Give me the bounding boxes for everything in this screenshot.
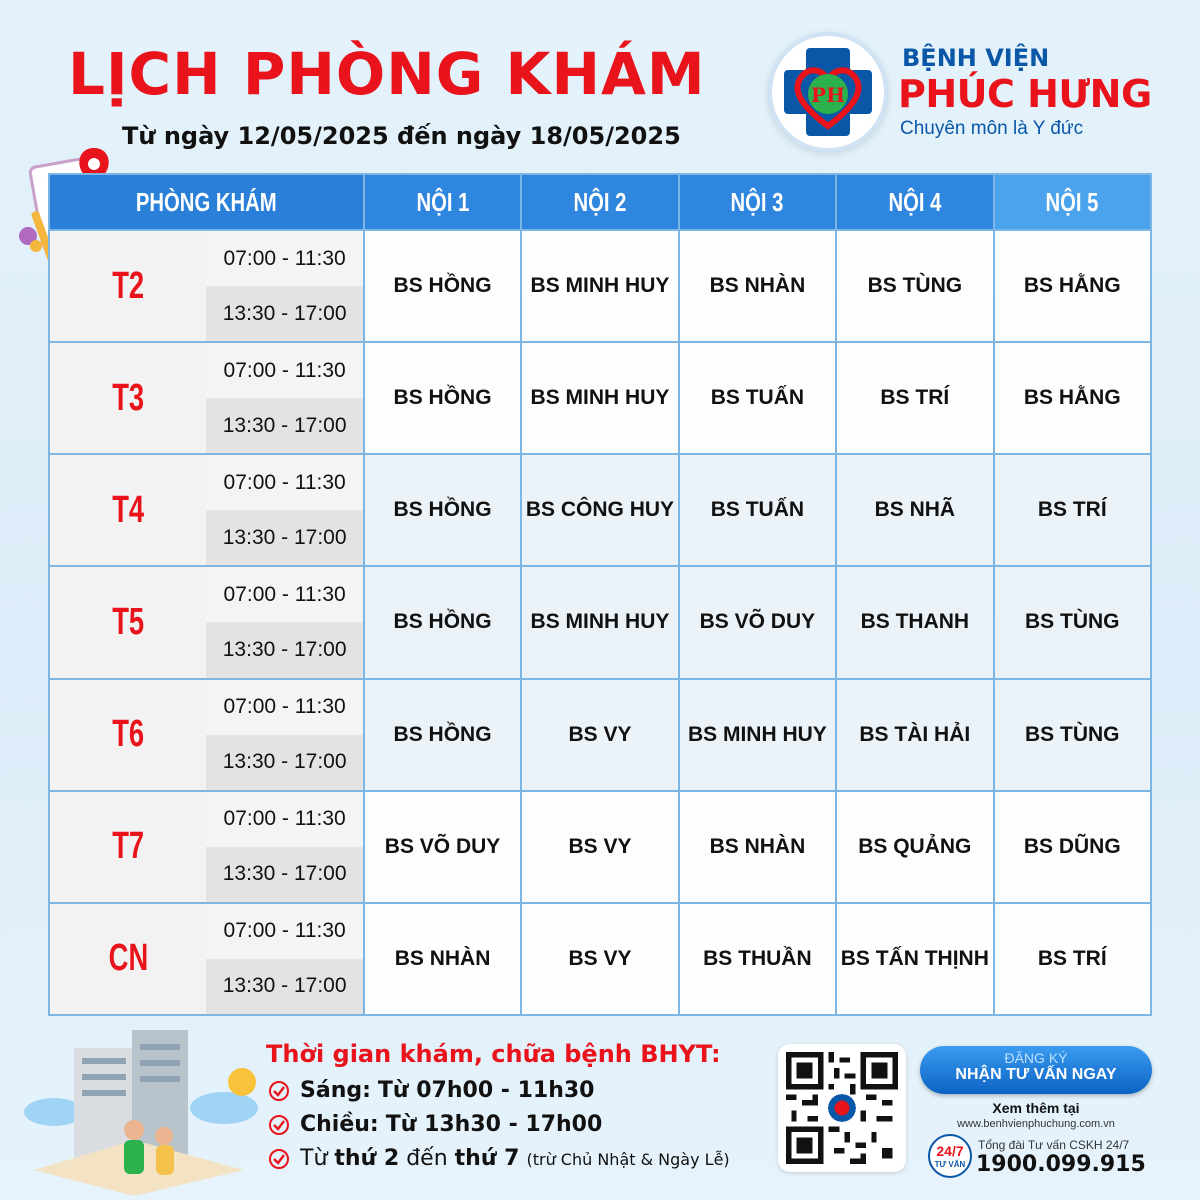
doctor-cell: BS HỒNG [364,454,521,566]
doctor-cell: BS HỒNG [364,230,521,342]
doctor-cell: BS NHÀN [364,903,521,1015]
day-label: T5 [49,566,206,678]
doctor-cell: BS TÙNG [836,230,993,342]
day-row-t6 [49,679,1151,791]
doctor-cell: BS VY [521,903,678,1015]
header-row [49,174,1151,230]
afternoon-hours: Chiều: Từ 13h30 - 17h00 [268,1112,602,1137]
morning-slot: 07:00 - 11:30 [206,567,362,622]
day-row-t7 [49,791,1151,903]
doctor-cell: BS NHÀN [679,791,836,903]
page-title: LỊCH PHÒNG KHÁM [68,40,706,108]
corner-header: PHÒNG KHÁM [49,174,364,230]
bhyt-title: Thời gian khám, chữa bệnh BHYT: [266,1040,721,1068]
doctor-cell: BS TẤN THỊNH [836,903,993,1015]
morning-slot: 07:00 - 11:30 [206,680,362,735]
room-header: NỘI 3 [679,174,836,230]
afternoon-slot: 13:30 - 17:00 [206,398,362,453]
doctor-cell: BS TÙNG [994,566,1151,678]
doctor-cell: BS VÕ DUY [364,791,521,903]
check-icon [268,1080,290,1102]
day-label: CN [49,903,206,1015]
cta-main-label: NHẬN TƯ VẤN NGAY [955,1066,1117,1083]
doctor-cell: BS HỒNG [364,566,521,678]
day-row-t3 [49,342,1151,454]
doctor-cell: BS HẰNG [994,342,1151,454]
day-label: T4 [49,454,206,566]
doctor-cell: BS THANH [836,566,993,678]
room-header: NỘI 1 [364,174,521,230]
room-header: NỘI 5 [994,174,1151,230]
morning-slot: 07:00 - 11:30 [206,792,362,847]
doctor-cell: BS HỒNG [364,342,521,454]
doctor-cell: BS TRÍ [836,342,993,454]
doctor-cell: BS DŨNG [994,791,1151,903]
hotline-number[interactable]: 1900.099.915 [976,1152,1146,1177]
doctor-cell: BS TUẤN [679,454,836,566]
morning-slot: 07:00 - 11:30 [206,231,362,286]
doctor-cell: BS TRÍ [994,903,1151,1015]
time-slots [206,342,363,454]
doctor-cell: BS VY [521,679,678,791]
doctor-cell: BS TUẤN [679,342,836,454]
doctor-cell: BS TRÍ [994,454,1151,566]
doctor-cell: BS MINH HUY [521,342,678,454]
afternoon-slot: 13:30 - 17:00 [206,959,362,1014]
schedule-table [48,173,1152,1016]
doctor-cell: BS MINH HUY [679,679,836,791]
room-header: NỘI 4 [836,174,993,230]
time-slots [206,679,363,791]
afternoon-slot: 13:30 - 17:00 [206,847,362,902]
time-slots [206,230,363,342]
check-icon [268,1148,290,1170]
qr-code[interactable] [778,1044,906,1172]
doctor-cell: BS THUẦN [679,903,836,1015]
day-row-t2 [49,230,1151,342]
afternoon-slot: 13:30 - 17:00 [206,622,362,677]
day-label: T3 [49,342,206,454]
time-slots [206,791,363,903]
doctor-cell: BS HẰNG [994,230,1151,342]
room-header: NỘI 2 [521,174,678,230]
afternoon-slot: 13:30 - 17:00 [206,286,362,341]
doctor-cell: BS HỒNG [364,679,521,791]
cta-top-label: ĐĂNG KÝ [1004,1050,1068,1066]
hospital-logo [768,32,888,152]
morning-slot: 07:00 - 11:30 [206,455,362,510]
doctor-cell: BS TÙNG [994,679,1151,791]
brand-name-top: BỆNH VIỆN [902,44,1050,72]
doctor-cell: BS MINH HUY [521,566,678,678]
day-label: T7 [49,791,206,903]
day-label: T6 [49,679,206,791]
morning-slot: 07:00 - 11:30 [206,904,362,959]
morning-slot: 07:00 - 11:30 [206,343,362,398]
brand-name-main: PHÚC HƯNG [898,72,1152,116]
doctor-cell: BS CÔNG HUY [521,454,678,566]
website-link[interactable]: www.benhvienphuchung.com.vn [957,1118,1115,1130]
working-days: Từ thứ 2 đến thứ 7 (trừ Chủ Nhật & Ngày Lễ) [268,1146,730,1171]
day-row-cn [49,903,1151,1015]
date-range: Từ ngày 12/05/2025 đến ngày 18/05/2025 [122,122,681,150]
see-more-label: Xem thêm tại [992,1100,1080,1116]
doctor-cell: BS QUẢNG [836,791,993,903]
day-row-t5 [49,566,1151,678]
day-row-t4 [49,454,1151,566]
hotline-label: Tổng đài Tư vấn CSKH 24/7 [978,1138,1130,1152]
support-24-7-badge: 24/7 TƯ VẤN [928,1134,972,1178]
logo-letters: PH [811,83,845,107]
time-slots [206,454,363,566]
day-label: T2 [49,230,206,342]
register-consult-button[interactable] [920,1046,1152,1094]
afternoon-slot: 13:30 - 17:00 [206,510,362,565]
afternoon-slot: 13:30 - 17:00 [206,735,362,790]
doctor-cell: BS VY [521,791,678,903]
hospital-building-illustration [14,1020,260,1200]
doctor-cell: BS TÀI HẢI [836,679,993,791]
time-slots [206,566,363,678]
doctor-cell: BS NHÃ [836,454,993,566]
time-slots [206,903,363,1015]
morning-hours: Sáng: Từ 07h00 - 11h30 [268,1078,594,1103]
brand-tagline: Chuyên môn là Y đức [900,118,1084,139]
doctor-cell: BS NHÀN [679,230,836,342]
doctor-cell: BS VÕ DUY [679,566,836,678]
check-icon [268,1114,290,1136]
doctor-cell: BS MINH HUY [521,230,678,342]
